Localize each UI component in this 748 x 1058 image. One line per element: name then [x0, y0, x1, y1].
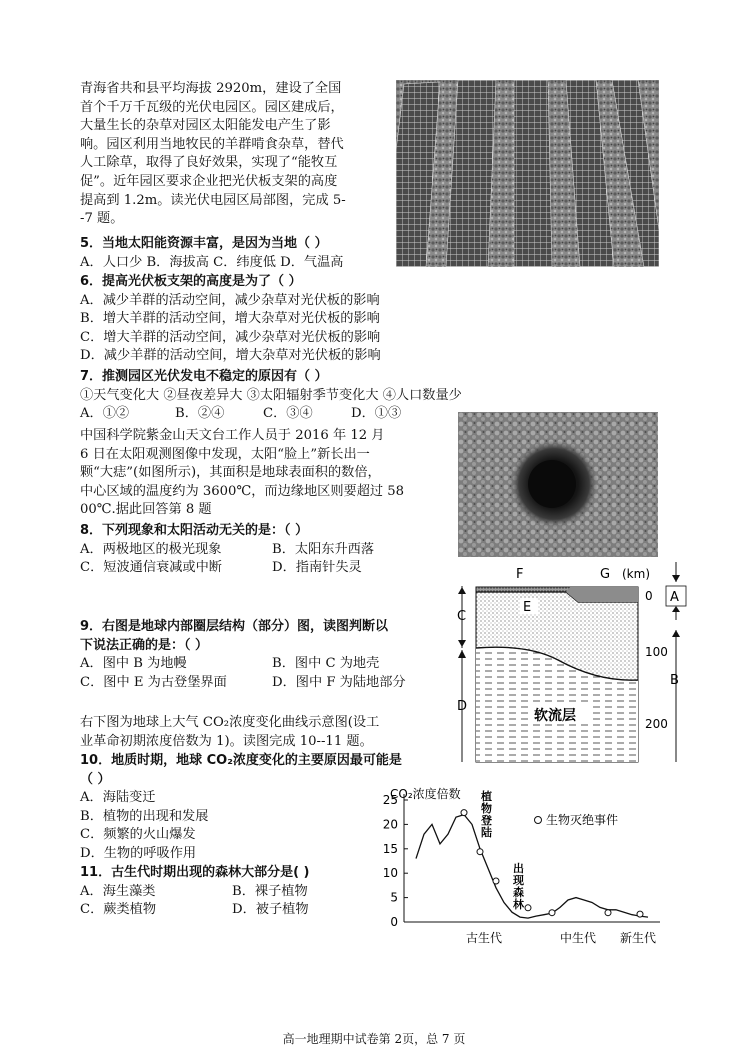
- label-b: B: [670, 673, 679, 688]
- option-row: [80, 674, 406, 693]
- option-b: B．②④: [175, 406, 225, 422]
- annotation-forest: [512, 861, 525, 911]
- extinction-event-marker: [493, 878, 499, 884]
- passage-line: 颗“大痣”(如图所示)，其面积是地球表面积的数倍，: [80, 465, 381, 481]
- passage-sunspot: [80, 427, 404, 520]
- label-c: C: [457, 609, 467, 624]
- option-d: D．生物的呼吸作用: [80, 845, 197, 861]
- svg-text:森: 森: [513, 886, 524, 899]
- label-km: (km): [622, 567, 651, 581]
- question-stem: 5．当地太阳能资源丰富，是因为当地（ ）: [80, 236, 328, 251]
- label-a: A: [670, 590, 679, 605]
- option-c: C．蕨类植物: [80, 902, 157, 918]
- depth-0: 0: [645, 589, 653, 603]
- option-b: B．植物的出现和发展: [80, 808, 209, 824]
- y-tick-label: 20: [382, 817, 398, 832]
- passage-line: 业革命初期浓度倍数为 1)。读图完成 10--11 题。: [80, 733, 373, 749]
- extinction-event-marker: [461, 810, 467, 816]
- passage-line: 00℃.据此回答第 8 题: [80, 502, 212, 518]
- question-6: [80, 273, 381, 366]
- option-b: B．增大羊群的活动空间，增大杂草对光伏板的影响: [80, 311, 380, 327]
- option-c: C．频繁的火山爆发: [80, 827, 196, 843]
- earth-interior-diagram: [448, 560, 688, 765]
- passage-line: -7 题。: [80, 211, 124, 227]
- option-row: [80, 655, 406, 674]
- option-a: A．两极地区的极光现象: [80, 541, 222, 557]
- extinction-event-marker: [605, 910, 611, 916]
- option-a: A．图中 B 为地幔: [80, 656, 187, 672]
- extinction-event-marker: [477, 849, 483, 855]
- question-9: [80, 618, 406, 692]
- option-a: A．①②: [80, 406, 130, 422]
- x-tick-paleozoic: 古生代: [466, 931, 503, 945]
- passage-co2: [80, 714, 379, 751]
- label-g: G: [600, 567, 611, 582]
- option-row: [80, 901, 310, 920]
- page-footer: 高一地理期中试卷第 2页，总 7 页: [282, 1032, 466, 1046]
- svg-text:物: 物: [481, 802, 492, 815]
- factor-list: ①天气变化大 ②昼夜差异大 ③太阳辐射季节变化大 ④人口数量少: [80, 387, 462, 403]
- question-5: [80, 235, 343, 272]
- solar-panel-photo: [396, 80, 659, 267]
- passage-line: 促”。近年园区要求企业把光伏板支架的高度: [80, 173, 338, 189]
- question-stem: 7．推测园区光伏发电不稳定的原因有（ ）: [80, 369, 328, 384]
- passage-line: 首个千万千瓦级的光伏电园区。园区建成后，: [80, 99, 344, 115]
- question-stem: 下说法正确的是：（ ）: [80, 637, 209, 653]
- option-d: D．指南针失灵: [272, 560, 362, 576]
- option-c: C．图中 E 为古登堡界面: [80, 674, 227, 690]
- depth-100: 100: [645, 645, 668, 659]
- y-tick-label: 5: [390, 890, 398, 905]
- option-b: B．太阳东升西落: [272, 541, 375, 557]
- svg-text:植: 植: [481, 790, 492, 803]
- depth-200: 200: [645, 717, 668, 731]
- svg-text:林: 林: [513, 898, 524, 911]
- option-d: D．图中 F 为陆地部分: [272, 674, 406, 690]
- question-stem: 10．地质时期，地球 CO₂浓度变化的主要原因最可能是: [80, 753, 402, 768]
- answer-options: [80, 405, 462, 424]
- question-stem: 11．古生代时期出现的森林大部分是( ): [80, 865, 310, 880]
- option-row: [80, 541, 374, 560]
- passage-line: 6 日在太阳观测图像中发现，太阳“脸上”新长出一: [80, 446, 370, 462]
- passage-line: 人工除草，取得了良好效果，实现了“能牧互: [80, 155, 338, 171]
- label-f: F: [516, 567, 524, 582]
- layer-label-e: E: [523, 600, 532, 615]
- question-7: [80, 368, 462, 424]
- option-row: [80, 883, 310, 902]
- legend-label: 生物灭绝事件: [546, 813, 619, 827]
- annotation-plants-land: [480, 789, 492, 839]
- option-b: B．裸子植物: [232, 883, 308, 899]
- question-10: [80, 752, 402, 864]
- question-stem: （ ）: [80, 771, 111, 787]
- option-c: C．短波通信衰减或中断: [80, 560, 222, 576]
- label-d: D: [457, 699, 468, 714]
- option-row: [80, 559, 374, 578]
- extinction-event-marker: [637, 911, 643, 917]
- passage-line: 右下图为地球上大气 CO₂浓度变化曲线示意图(设工: [80, 715, 380, 730]
- passage-solar-park: [80, 80, 346, 229]
- x-tick-cenozoic: 新生代: [620, 931, 657, 945]
- option-a: A．海陆变迁: [80, 790, 156, 806]
- extinction-event-marker: [549, 910, 555, 916]
- asthenosphere-label: 软流层: [534, 708, 576, 724]
- option-a: A．海生藻类: [80, 883, 156, 899]
- passage-line: 中国科学院紫金山天文台工作人员于 2016 年 12 月: [80, 428, 385, 443]
- option-b: B．图中 C 为地壳: [272, 656, 380, 672]
- sunspot-photo: [458, 412, 658, 557]
- question-8: [80, 522, 374, 578]
- svg-text:出: 出: [513, 862, 524, 875]
- option-c: C．③④: [263, 406, 313, 422]
- option-c: C．增大羊群的活动空间，减少杂草对光伏板的影响: [80, 329, 381, 345]
- option-d: D．被子植物: [232, 902, 309, 918]
- legend-marker: [535, 817, 542, 824]
- extinction-event-marker: [525, 905, 531, 911]
- chart-ylabel: CO₂浓度倍数: [390, 787, 461, 801]
- passage-line: 大量生长的杂草对园区太阳能发电产生了影: [80, 118, 331, 134]
- question-stem: 9．右图是地球内部圈层结构（部分）图，读图判断以: [80, 619, 389, 634]
- passage-line: 提高到 1.2m。读光伏电园区局部图，完成 5-: [80, 192, 346, 208]
- passage-line: 响。园区利用当地牧民的羊群啃食杂草，替代: [80, 136, 344, 152]
- y-tick-label: 25: [382, 793, 398, 807]
- passage-line: 中心区域的温度约为 3600℃，而边缘地区则要超过 58: [80, 483, 405, 499]
- option-d: D．减少羊群的活动空间，增大杂草对光伏板的影响: [80, 348, 381, 364]
- option-d: D．①③: [351, 406, 402, 422]
- answer-options: A．人口少 B．海拔高 C．纬度低 D．气温高: [80, 254, 344, 270]
- co2-series-line: [416, 815, 648, 919]
- option-a: A．减少羊群的活动空间，减少杂草对光伏板的影响: [80, 292, 380, 308]
- y-tick-label: 10: [382, 866, 398, 881]
- y-tick-label: 15: [382, 841, 398, 856]
- question-11: [80, 864, 310, 920]
- question-stem: 8．下列现象和太阳活动无关的是：（ ）: [80, 523, 309, 538]
- co2-chart: [360, 780, 680, 950]
- svg-text:登: 登: [481, 814, 492, 827]
- svg-text:现: 现: [513, 874, 524, 887]
- y-tick-label: 0: [390, 915, 398, 929]
- svg-text:陆: 陆: [481, 826, 492, 839]
- question-stem: 6．提高光伏板支架的高度是为了（ ）: [80, 274, 302, 289]
- x-tick-mesozoic: 中生代: [560, 931, 597, 945]
- passage-line: 青海省共和县平均海拔 2920m，建设了全国: [80, 81, 342, 96]
